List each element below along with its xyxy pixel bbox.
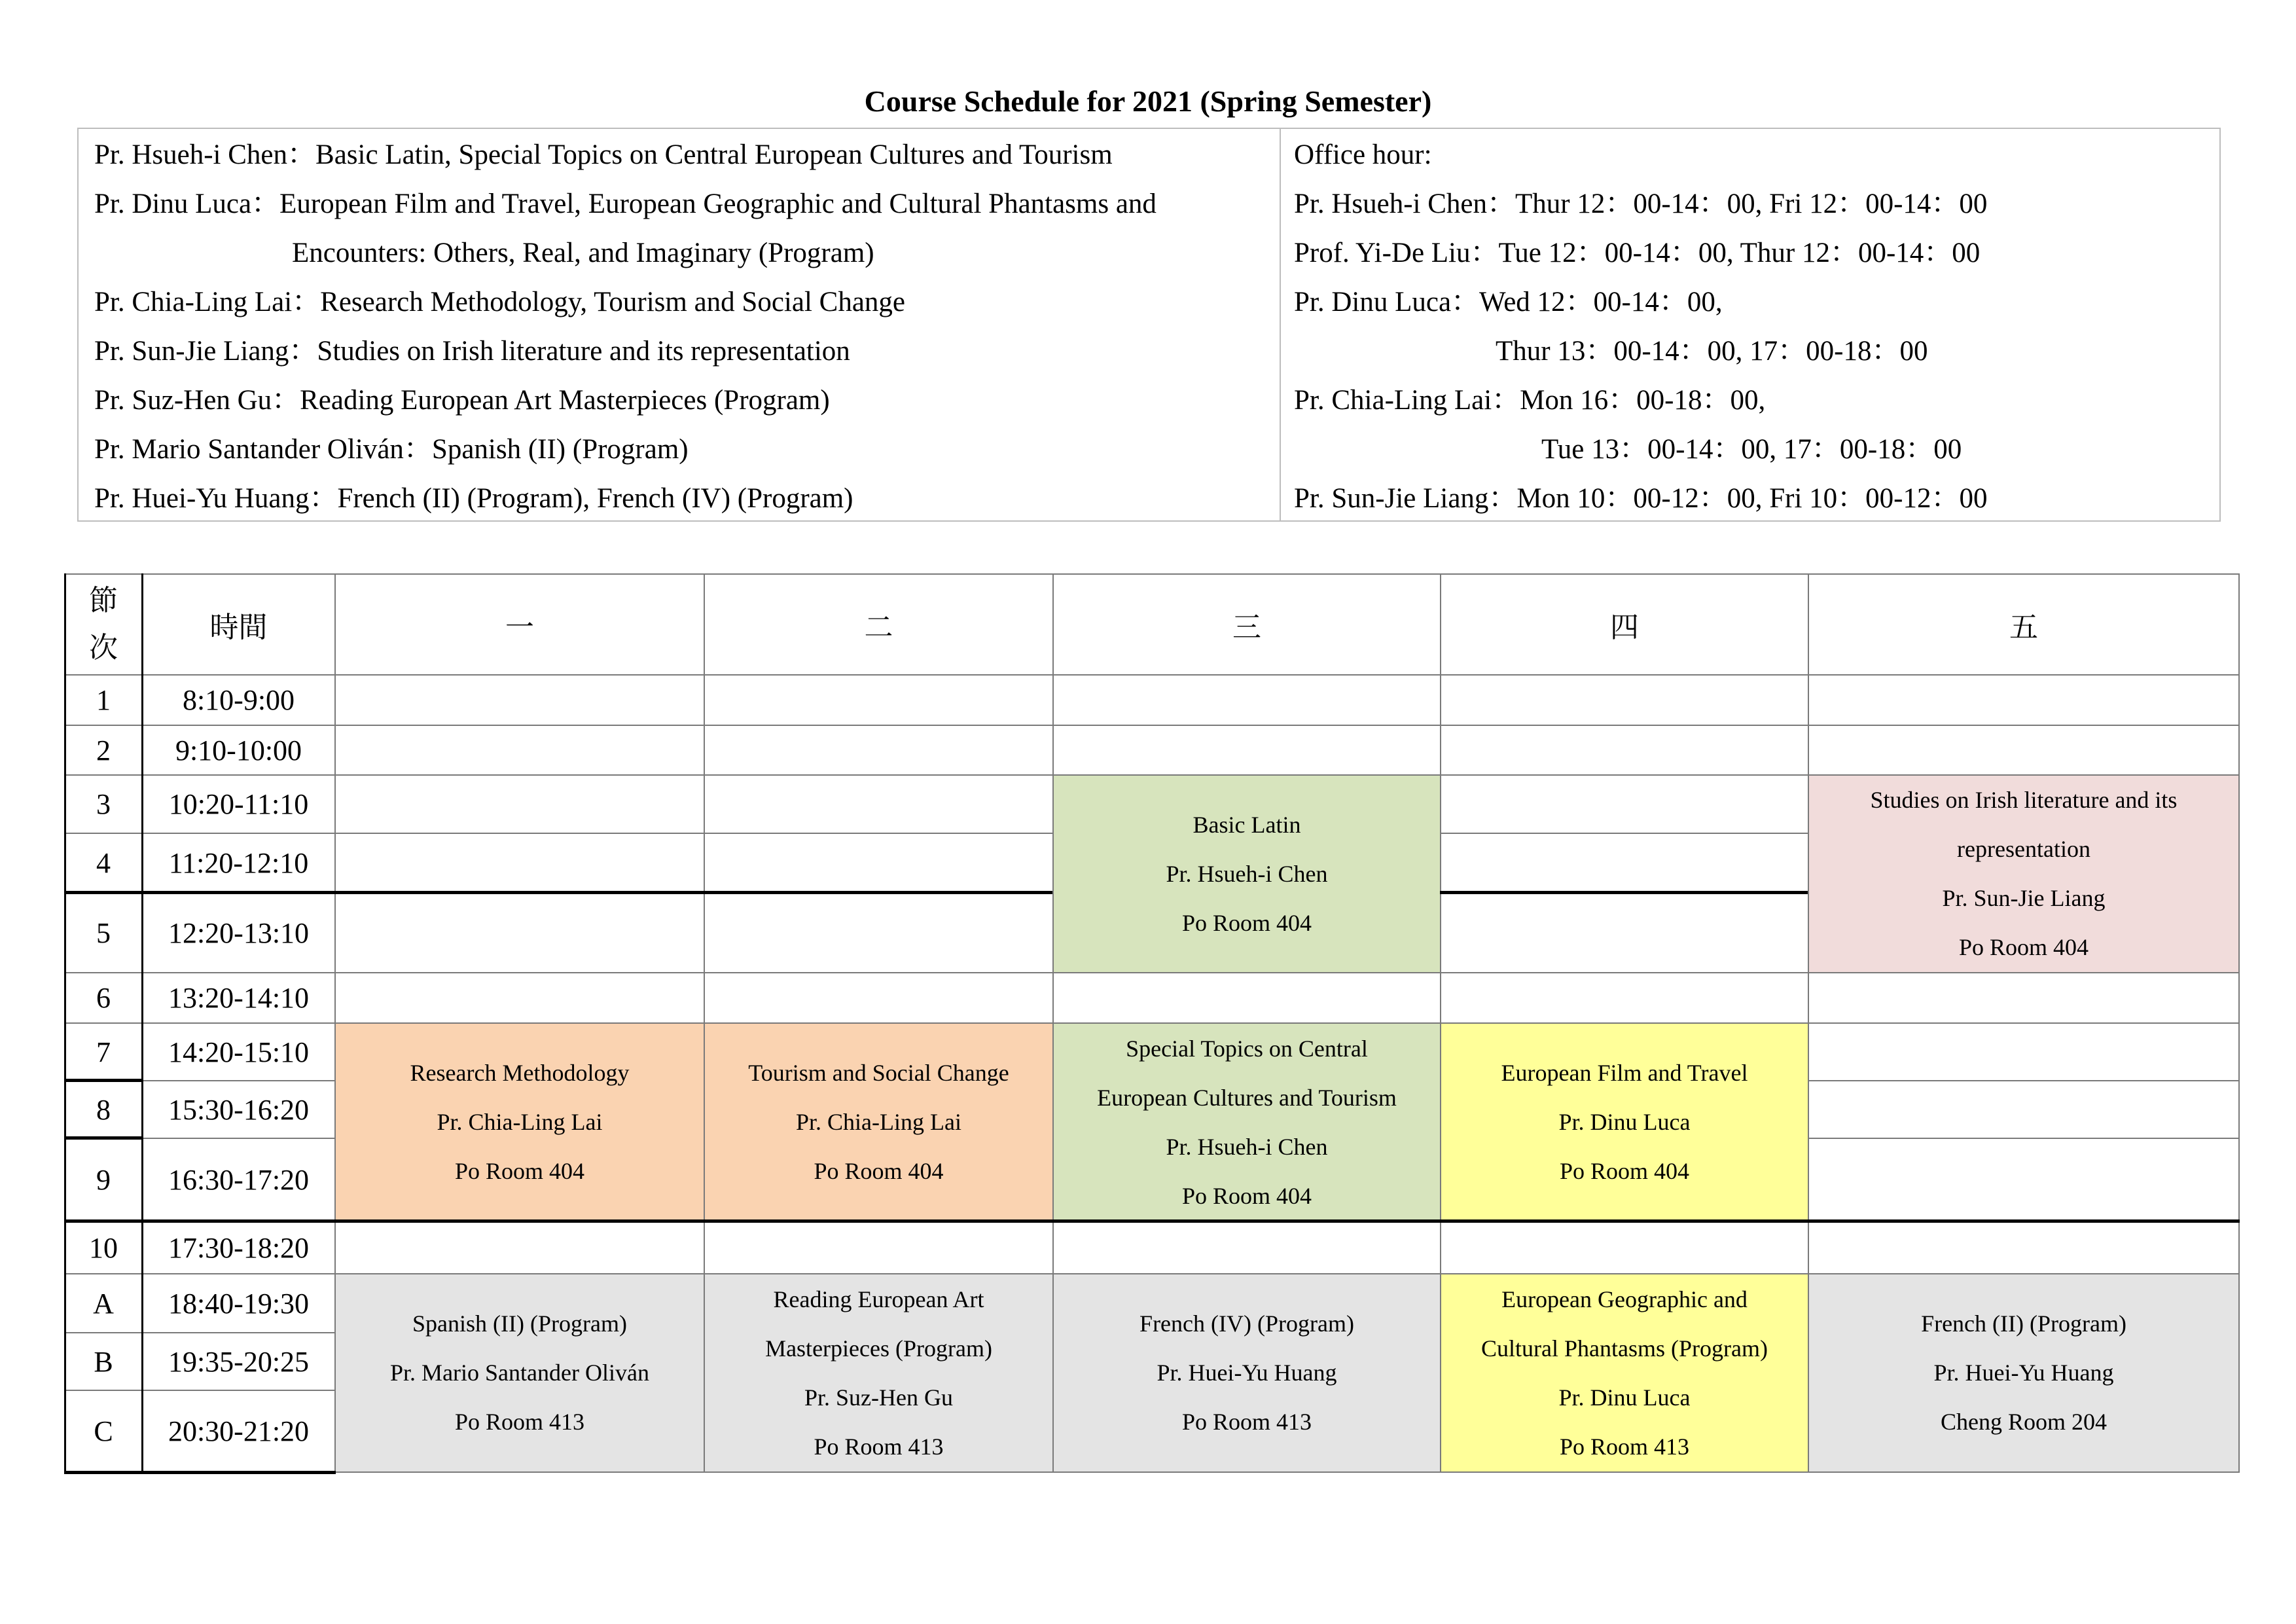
time-slot: 18:40-19:30 [141,1273,336,1333]
time-slot: 11:20-12:10 [141,833,336,893]
course-text: French (II) (Program) [1921,1310,2126,1337]
instructor-line: Pr. Mario Santander Oliván：Spanish (II) (Program) [94,434,689,465]
empty-slot [704,674,1054,726]
office-hour-line: Pr. Dinu Luca：Wed 12：00-14：00, [1294,287,1723,317]
header-day: 二 [704,573,1054,676]
course-text: European Film and Travel [1501,1060,1748,1086]
empty-slot [1440,774,1809,834]
course-block [1052,1022,1441,1222]
office-hour-heading: Office hour: [1294,139,1432,170]
thick-rule [64,1136,141,1140]
time-slot: 12:20-13:10 [141,892,336,973]
time-slot: 9:10-10:00 [141,725,336,776]
period-number: 9 [64,1138,143,1222]
header-day: 五 [1808,573,2240,676]
course-text: Cheng Room 204 [1940,1409,2107,1435]
course-text: representation [1957,836,2090,862]
course-text: Po Room 404 [1559,1158,1690,1184]
course-text: Studies on Irish literature and its [1870,787,2178,813]
empty-slot [1808,1080,2240,1139]
course-text: Pr. Dinu Luca [1558,1384,1691,1411]
office-hour-line: Thur 13：00-14：00, 17：00-18：00 [1496,336,1928,367]
course-text: Po Room 404 [1181,909,1312,936]
thick-rule [64,891,1052,894]
empty-slot [1440,674,1809,726]
office-hour-line: Tue 13：00-14：00, 17：00-18：00 [1541,434,1962,465]
course-text: Special Topics on Central [1126,1035,1368,1062]
course-text: Po Room 413 [454,1409,585,1435]
period-number: 7 [64,1022,143,1081]
time-slot: 19:35-20:25 [141,1332,336,1391]
header-day: 一 [334,573,705,676]
empty-slot [1052,1221,1441,1274]
course-text: European Cultures and Tourism [1097,1084,1397,1111]
course-text: Po Room 404 [1958,934,2089,960]
thick-rule [64,1219,2240,1223]
empty-slot [334,674,705,726]
header-time: 時間 [141,573,336,676]
course-text: French (IV) (Program) [1139,1310,1354,1337]
empty-slot [1808,1138,2240,1222]
course-text: Pr. Dinu Luca [1558,1109,1691,1135]
empty-slot [1808,972,2240,1024]
instructor-line: Pr. Hsueh-i Chen：Basic Latin, Special Topics on Central European Cultures and Tourism [94,139,1113,170]
office-hour-line: Pr. Chia-Ling Lai：Mon 16：00-18：00, [1294,385,1766,416]
office-hour-line: Pr. Hsueh-i Chen：Thur 12：00-14：00, Fri 12：00-14：00 [1294,189,1988,219]
empty-slot [704,833,1054,893]
period-number: B [64,1332,143,1391]
header-day: 三 [1052,573,1441,676]
period-number: 8 [64,1080,143,1139]
instructor-line: Pr. Chia-Ling Lai：Research Methodology, Tourism and Social Change [94,287,906,317]
office-hour-line: Pr. Sun-Jie Liang：Mon 10：00-12：00, Fri 10：00-12：00 [1294,483,1988,514]
course-block [334,1273,705,1473]
course-text: Po Room 413 [1181,1409,1312,1435]
course-text: Po Room 404 [814,1158,944,1184]
course-text: Cultural Phantasms (Program) [1481,1335,1768,1362]
period-number: 1 [64,674,143,726]
thick-rule [64,1471,336,1474]
empty-slot [1052,674,1441,726]
empty-slot [1440,725,1809,776]
course-text: Tourism and Social Change [748,1060,1009,1086]
empty-slot [704,774,1054,834]
time-slot: 14:20-15:10 [141,1022,336,1081]
time-slot: 20:30-21:20 [141,1390,336,1473]
course-text: Pr. Chia-Ling Lai [437,1109,603,1135]
time-slot: 15:30-16:20 [141,1080,336,1139]
empty-slot [334,892,705,973]
course-text: Pr. Sun-Jie Liang [1942,885,2106,911]
page-title: Course Schedule for 2021 (Spring Semester) [864,84,1432,118]
course-text: Pr. Chia-Ling Lai [796,1109,961,1135]
course-block [1440,1022,1809,1222]
thick-rule [1440,891,1808,894]
empty-slot [1052,725,1441,776]
course-block [1808,774,2240,973]
empty-slot [1808,1221,2240,1274]
header-day: 四 [1440,573,1809,676]
time-slot: 8:10-9:00 [141,674,336,726]
empty-slot [704,892,1054,973]
period-number: 6 [64,972,143,1024]
course-block [1052,774,1441,973]
empty-slot [1440,833,1809,893]
course-text: Reading European Art [773,1286,984,1312]
instructor-line: Pr. Suz-Hen Gu：Reading European Art Masterpieces (Program) [94,385,830,416]
course-block [1808,1273,2240,1473]
thick-rule [64,573,66,1473]
course-text: Pr. Hsueh-i Chen [1166,1133,1328,1160]
instructor-line: Pr. Sun-Jie Liang：Studies on Irish literature and its representation [94,336,850,367]
course-block [334,1022,705,1222]
period-number: 5 [64,892,143,973]
period-number: 4 [64,833,143,893]
period-number: 10 [64,1221,143,1274]
time-slot: 17:30-18:20 [141,1221,336,1274]
time-slot: 10:20-11:10 [141,774,336,834]
course-block [1052,1273,1441,1473]
empty-slot [1808,725,2240,776]
course-text: Masterpieces (Program) [765,1335,992,1362]
empty-slot [704,1221,1054,1274]
course-text: Research Methodology [410,1060,630,1086]
header-period: 節 次 [64,573,143,676]
instructor-line: Pr. Dinu Luca：European Film and Travel, European Geographic and Cultural Phantasms and [94,189,1157,219]
course-block [704,1273,1054,1473]
empty-slot [334,972,705,1024]
course-text: Pr. Suz-Hen Gu [804,1384,953,1411]
course-text: Po Room 404 [454,1158,585,1184]
course-text: European Geographic and [1501,1286,1748,1312]
empty-slot [1440,1221,1809,1274]
time-slot: 13:20-14:10 [141,972,336,1024]
period-number: 3 [64,774,143,834]
course-text: Po Room 413 [1559,1433,1690,1460]
course-text: Spanish (II) (Program) [412,1310,627,1337]
time-slot: 16:30-17:20 [141,1138,336,1222]
course-text: Pr. Huei-Yu Huang [1933,1360,2114,1386]
course-text: Po Room 413 [814,1433,944,1460]
instructor-line: Pr. Huei-Yu Huang：French (II) (Program), French (IV) (Program) [94,483,853,514]
empty-slot [1440,892,1809,973]
empty-slot [1808,674,2240,726]
course-text: Pr. Hsueh-i Chen [1166,860,1328,887]
empty-slot [1808,1022,2240,1081]
empty-slot [704,725,1054,776]
empty-slot [334,833,705,893]
period-number: A [64,1273,143,1333]
course-text: Pr. Huei-Yu Huang [1157,1360,1337,1386]
empty-slot [1440,972,1809,1024]
empty-slot [1052,972,1441,1024]
thick-rule [141,573,143,1473]
course-block [704,1022,1054,1222]
course-text: Pr. Mario Santander Oliván [390,1360,649,1386]
period-number: 2 [64,725,143,776]
instructor-line: Encounters: Others, Real, and Imaginary (Program) [292,238,874,268]
course-block [1440,1273,1809,1473]
empty-slot [334,1221,705,1274]
empty-slot [704,972,1054,1024]
empty-slot [334,774,705,834]
course-text: Po Room 404 [1181,1182,1312,1209]
empty-slot [334,725,705,776]
office-hour-line: Prof. Yi-De Liu：Tue 12：00-14：00, Thur 12：00-14：00 [1294,238,1981,268]
period-number: C [64,1390,143,1473]
course-text: Basic Latin [1193,811,1301,838]
thick-rule [64,1079,141,1082]
